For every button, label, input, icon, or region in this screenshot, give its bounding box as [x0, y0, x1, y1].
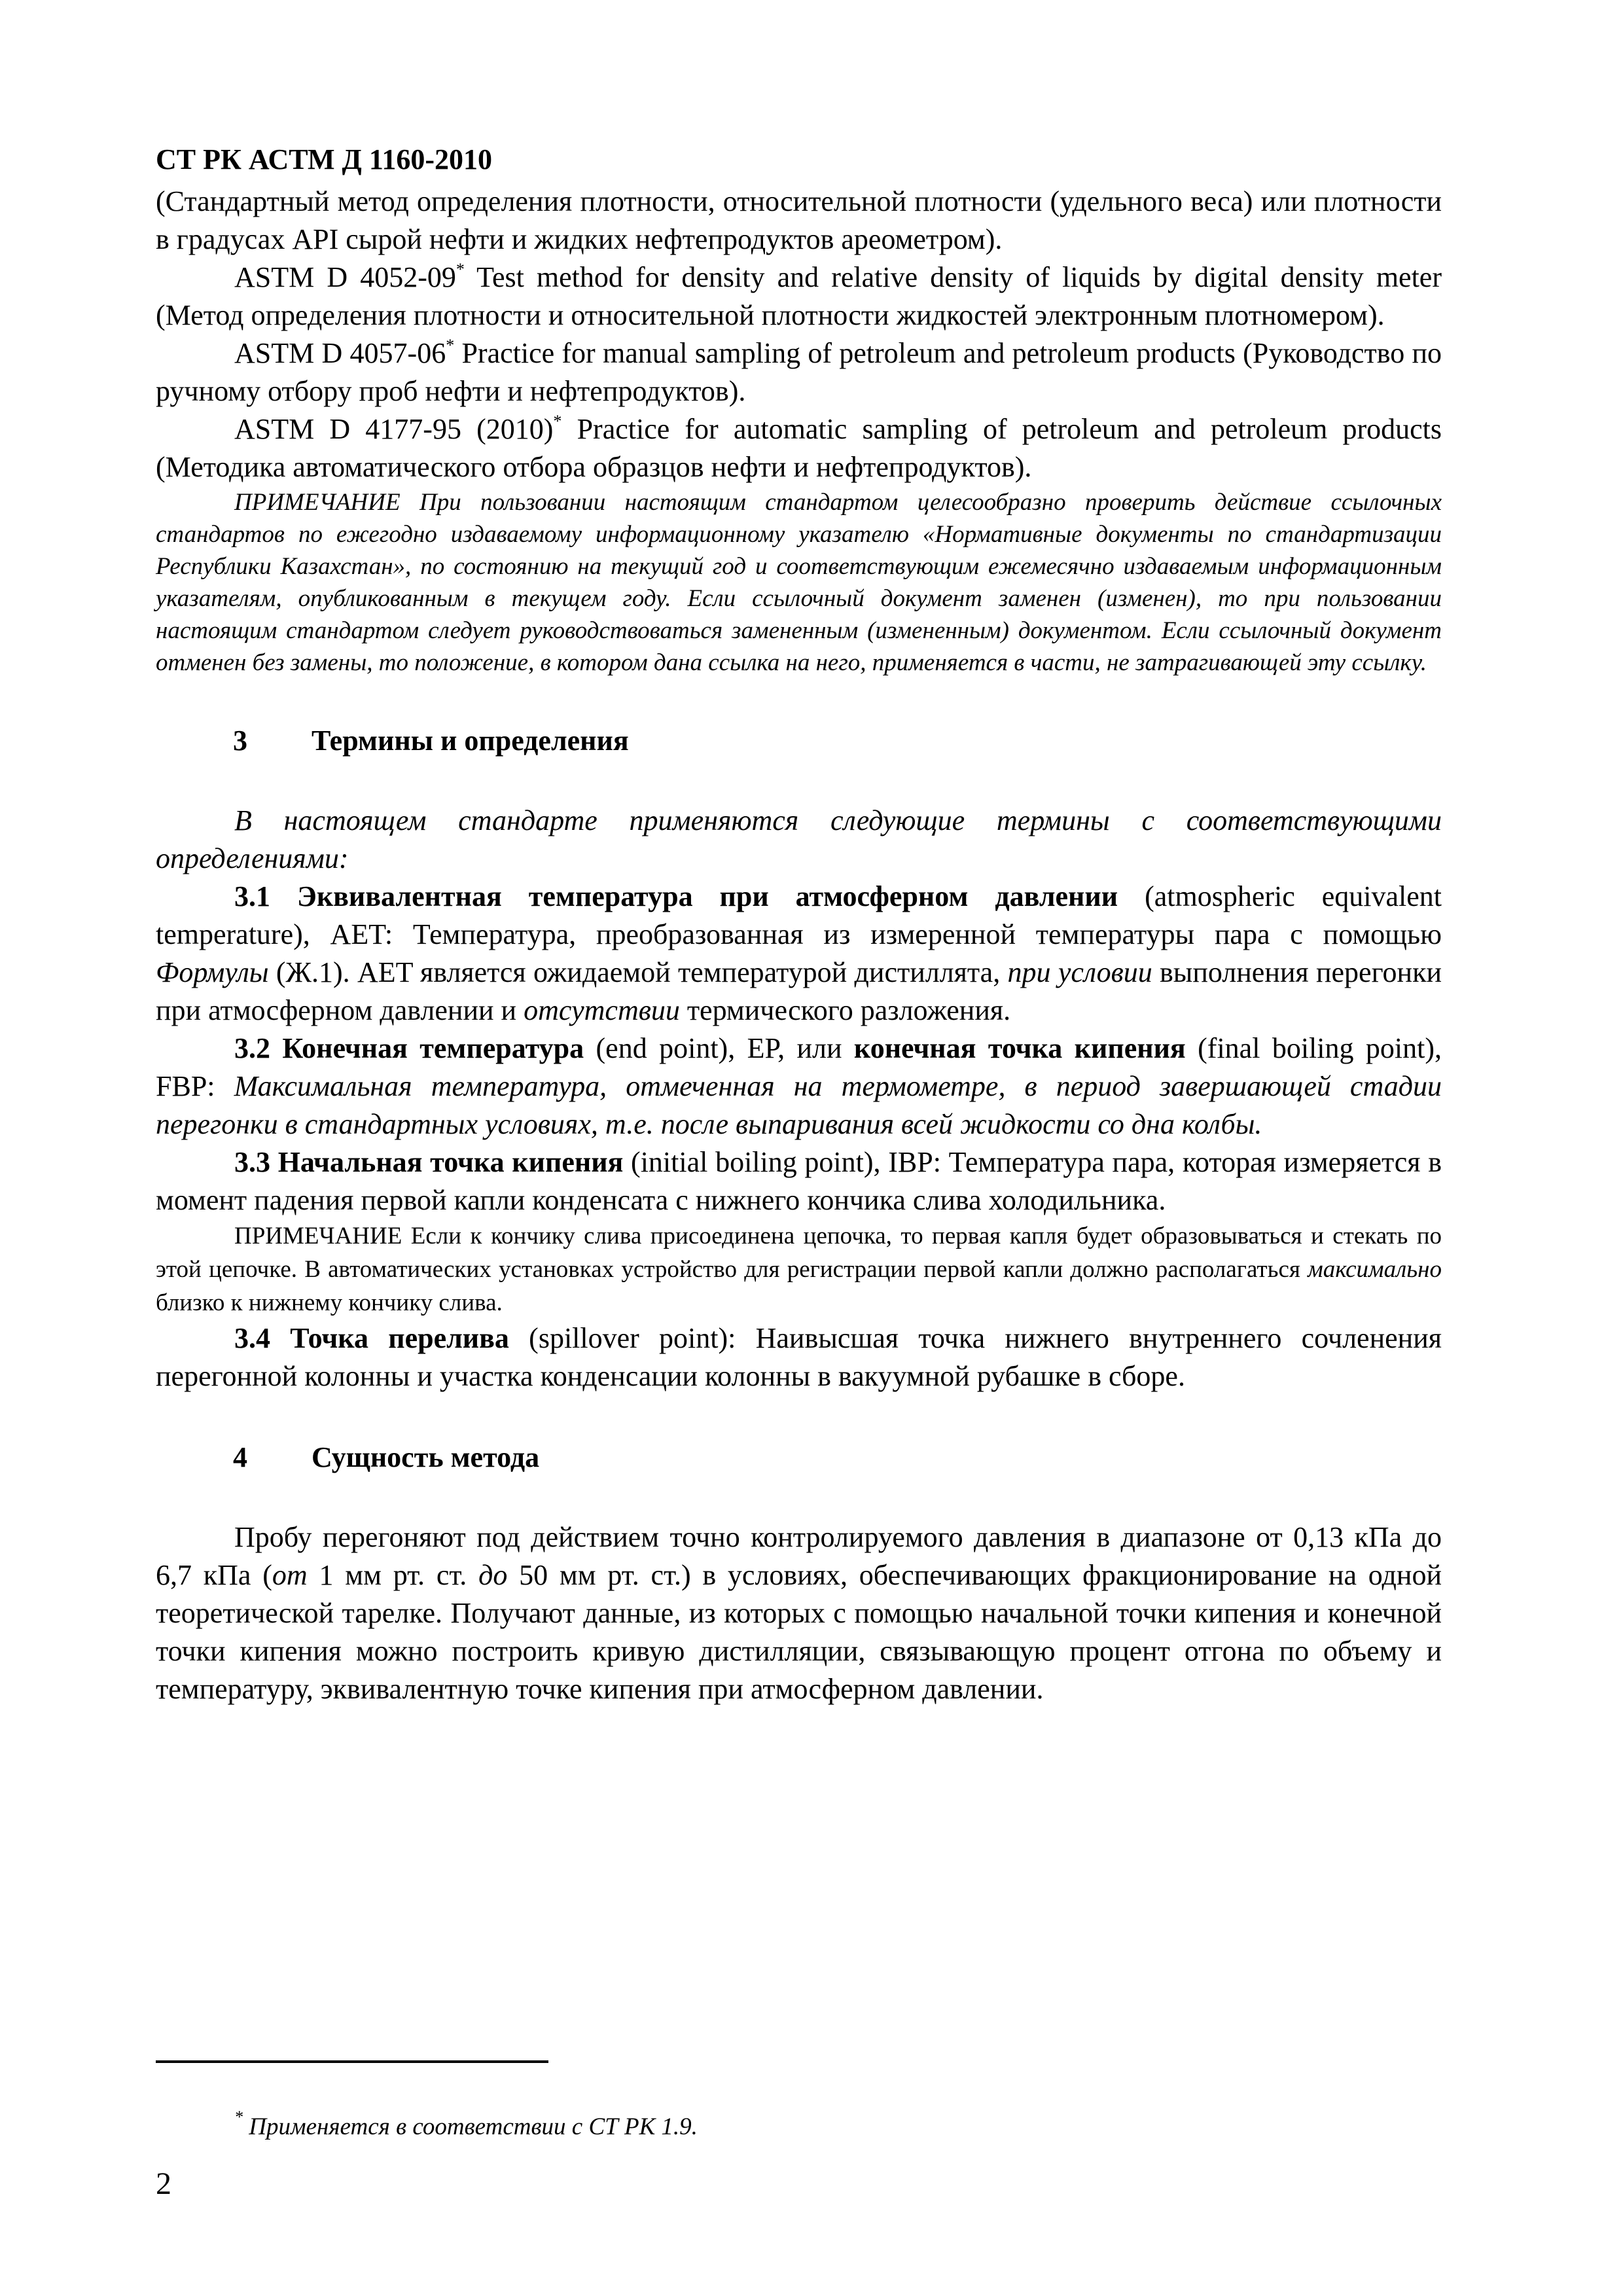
term-text: (end point), EP, или — [584, 1032, 854, 1064]
term-text-italic: Максимальная температура, отмеченная на термометре, в период завершающей стадии перегонки в стандартных условиях, т.е. после выпаривания всей жидкости со дна колбы. — [156, 1070, 1442, 1140]
section-3-heading — [156, 722, 1442, 760]
term-name: 3.3 Начальная точка кипения — [234, 1146, 624, 1178]
reference-astm-d4057 — [156, 334, 1442, 410]
note-text: близко к нижнему кончику слива. — [156, 1289, 503, 1316]
body-text: 50 мм рт. ст.) в условиях, обеспечивающих фракционирование на одной теоретической тарелке. Получают данные, из которых с помощью начальной точки кипения и конечной точки кипения можно построить кривую дистилляции, связывающую процент отгона по объему и температуру, эквивалентную точке кипения при атмосферном давлении. — [156, 1559, 1442, 1705]
reference-continuation: (Стандартный метод определения плотности, относительной плотности (удельного веса) или плотности в градусах API сырой нефти и жидких нефтепродуктов ареометром). — [156, 185, 1442, 255]
term-3-4 — [156, 1319, 1442, 1395]
term-3-1 — [156, 878, 1442, 1030]
footnote-mark: * — [455, 260, 465, 279]
reference-code: ASTM D 4177-95 (2010) — [234, 413, 554, 445]
reference-astm-d4052 — [156, 259, 1442, 334]
footnote-mark: * — [553, 412, 562, 431]
page-number: 2 — [156, 2166, 171, 2201]
note-text-italic: максимально — [1308, 1256, 1442, 1283]
references-note: ПРИМЕЧАНИЕ При пользовании настоящим стандартом целесообразно проверить действие ссылочных стандартов по ежегодно издаваемому информационному указателю «Нормативные документы по стандартизации Республики Казахстан», по состоянию на текущий год и соответствующим ежемесячно издаваемым информационным указателям, опубликованным в текущем году. Если ссылочный документ заменен (изменен), то при пользовании настоящим стандартом следует руководствоваться замененным (измененным) документом. Если ссылочный документ отменен без замены, то положение, в котором дана ссылка на него, применяется в части, не затрагивающей эту ссылку. — [156, 489, 1442, 676]
term-text: (final boiling point), FBP: — [156, 1032, 1442, 1102]
section-number: 3 — [233, 725, 247, 757]
reference-code: ASTM D 4052-09 — [234, 261, 456, 293]
term-text-italic: Формулы — [156, 956, 269, 988]
term-name: 3.2 Конечная температура — [234, 1032, 584, 1064]
term-text: (atmospheric equivalent temperature), AET: Температура, преобразованная из измеренной температуры пара с помощью — [156, 880, 1442, 950]
reference-astm-d4177 — [156, 410, 1442, 486]
section-4-heading — [156, 1439, 1442, 1477]
term-text: (Ж.1). AET является ожидаемой температурой дистиллята, — [268, 956, 1008, 988]
term-3-3-note — [156, 1219, 1442, 1319]
page-content — [156, 141, 1442, 1708]
footnote-text: Применяется в соответствии с СТ РК 1.9. — [243, 2113, 698, 2140]
term-text-italic: при условии — [1007, 956, 1152, 988]
term-name: 3.4 Точка перелива — [234, 1322, 509, 1354]
term-3-3 — [156, 1143, 1442, 1219]
section-title: Термины и определения — [312, 725, 629, 757]
term-text-italic: отсутствии — [524, 994, 680, 1026]
body-text-italic: до — [478, 1559, 508, 1591]
footnote-mark: * — [234, 2108, 243, 2126]
reference-code: ASTM D 4057-06 — [234, 337, 446, 369]
term-name: 3.1 Эквивалентная температура при атмосферном давлении — [234, 880, 1118, 912]
footnote — [234, 2108, 698, 2143]
term-3-2 — [156, 1030, 1442, 1143]
body-text: Пробу перегоняют под действием точно контролируемого давления в диапазоне от 0,13 кПа до 6,7 кПа ( — [156, 1521, 1442, 1591]
body-text-italic: от — [272, 1559, 308, 1591]
term-name: конечная точка кипения — [853, 1032, 1186, 1064]
reference-text: Practice for manual sampling of petroleum and petroleum products (Руководство по ручному отбору проб нефти и нефтепродуктов). — [156, 337, 1442, 407]
section-number: 4 — [233, 1441, 247, 1473]
section-3-intro: В настоящем стандарте применяются следующие термины с соответствующими определениями: — [156, 804, 1442, 874]
reference-text: Test method for density and relative density of liquids by digital density meter (Метод определения плотности и относительной плотности жидкостей электронным плотномером). — [156, 261, 1442, 331]
footnote-divider — [156, 2060, 548, 2063]
section-4-body — [156, 1518, 1442, 1708]
document-header: СТ РК АСТМ Д 1160-2010 — [156, 143, 493, 175]
body-text: 1 мм рт. ст. — [307, 1559, 479, 1591]
note-text: ПРИМЕЧАНИЕ Если к кончику слива присоединена цепочка, то первая капля будет образовываться и стекать по этой цепочке. В автоматических установках устройство для регистрации первой капли должно располагаться — [156, 1223, 1442, 1283]
term-text: термического разложения. — [679, 994, 1011, 1026]
section-title: Сущность метода — [312, 1441, 540, 1473]
footnote-mark: * — [446, 336, 455, 355]
term-text: (spillover point): Наивысшая точка нижнего внутреннего сочленения перегонной колонны и участка конденсации колонны в вакуумной рубашке в сборе. — [156, 1322, 1442, 1392]
term-text: выполнения перегонки при атмосферном давлении и — [156, 956, 1442, 1026]
reference-text: Practice for automatic sampling of petroleum and petroleum products (Методика автоматического отбора образцов нефти и нефтепродуктов). — [156, 413, 1442, 483]
term-text: (initial boiling point), IBP: Температура пара, которая измеряется в момент падения первой капли конденсата с нижнего кончика слива холодильника. — [156, 1146, 1442, 1216]
